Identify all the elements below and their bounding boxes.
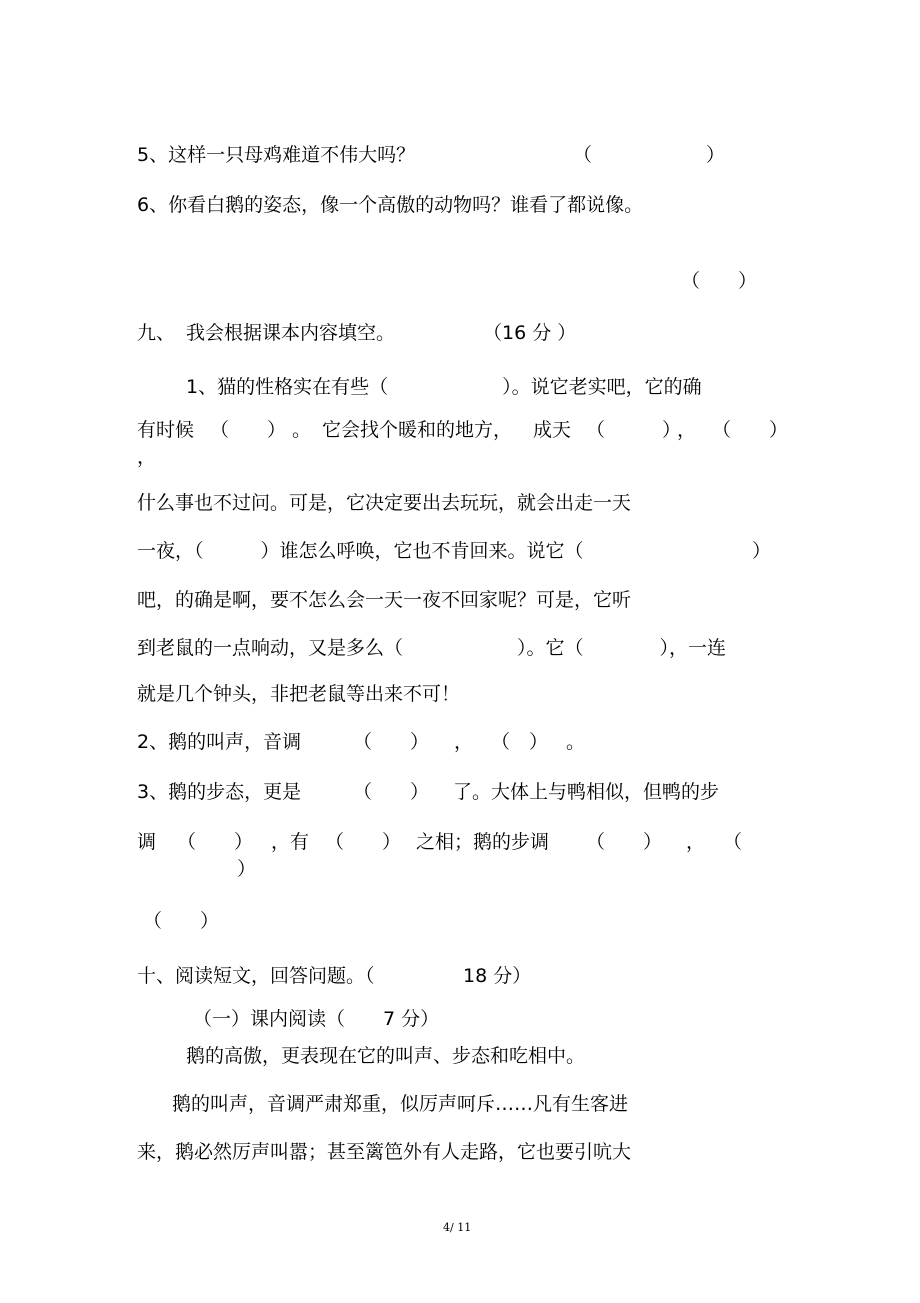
answer-blank: （ ）	[586, 831, 663, 853]
section-10-score: 18 分）	[463, 965, 532, 987]
question-3-text: ，有	[271, 831, 310, 853]
cat-passage-line: 就是几个钟头，非把老鼠等出来不可！	[137, 683, 461, 705]
cat-passage-text: ，	[137, 446, 157, 468]
cat-passage-text: ，	[677, 419, 697, 441]
section-9-title: 我会根据课本内容填空。	[186, 322, 396, 344]
section-9-score: （16 分 ）	[483, 322, 577, 344]
cat-passage-line: 一夜，（ ）谁怎么呼唤，它也不肯回来。说它（	[137, 540, 584, 562]
answer-blank-open: （	[723, 831, 743, 853]
cat-passage-line: 到老鼠的一点响动，又是多么（ ）。它（ ），一连	[137, 637, 727, 659]
answer-blank: （ ）	[353, 731, 430, 753]
answer-blank: （ ）	[325, 831, 402, 853]
cat-passage-line: 什么事也不过问。可是，它决定要出去玩玩，就会出走一天	[137, 492, 632, 514]
subsection-title: （一）课内阅读（	[193, 1008, 346, 1030]
question-2: 2、鹅的叫声，音调	[137, 731, 302, 753]
cat-passage-line: 吧，的确是啊，要不怎么会一天一夜不回家呢？可是，它听	[137, 589, 632, 611]
cat-passage-line: 有时候	[137, 419, 195, 441]
cat-passage-text: 。	[292, 419, 312, 441]
answer-blank: （ ）	[712, 419, 789, 441]
page-number: 4/ 11	[443, 1221, 472, 1234]
answer-blank: （ ）	[681, 270, 758, 292]
section-9-number: 九、	[137, 322, 176, 344]
question-3-text: 之相；鹅的步调	[416, 831, 550, 853]
subsection-score: 7 分）	[383, 1008, 440, 1030]
reading-line: 鹅的叫声，音调严肃郑重，似厉声呵斥……凡有生客进	[172, 1093, 629, 1115]
answer-blank: （ ）	[143, 910, 220, 932]
question-3-text: 了。大体上与鸭相似，但鸭的步	[453, 781, 720, 803]
answer-blank: （ ）	[177, 831, 254, 853]
reading-line: 来，鹅必然厉声叫嚣；甚至篱笆外有人走路，它也要引吭大	[137, 1141, 632, 1163]
cat-passage-text: 它会找个暖和的地方，	[322, 419, 513, 441]
cat-passage-line: 1、猫的性格实在有些（ ）。说它老实吧，它的确	[186, 376, 702, 398]
question-5: 5、这样一只母鸡难道不伟大吗？	[137, 144, 416, 166]
answer-blank: ）	[752, 540, 772, 562]
question-3: 3、鹅的步态，更是	[137, 781, 302, 803]
question-2-text: ，	[454, 731, 474, 753]
answer-blank: （ ）	[491, 731, 549, 753]
answer-blank: （ ）	[573, 144, 726, 166]
question-6: 6、你看白鹅的姿态，像一个高傲的动物吗？谁看了都说像。	[137, 194, 644, 216]
answer-blank: （ ）	[210, 419, 287, 441]
question-3-text: ，	[686, 831, 706, 853]
answer-blank: （ ）	[586, 419, 682, 441]
question-2-text: 。	[566, 731, 586, 753]
answer-blank: （ ）	[353, 781, 430, 803]
cat-passage-text: 成天	[533, 419, 572, 441]
section-10-title: 十、阅读短文，回答问题。（	[137, 965, 375, 987]
reading-line: 鹅的高傲，更表现在它的叫声、步态和吃相中。	[186, 1045, 586, 1067]
question-3-text: 调	[137, 831, 157, 853]
answer-blank-close: ）	[237, 858, 257, 880]
